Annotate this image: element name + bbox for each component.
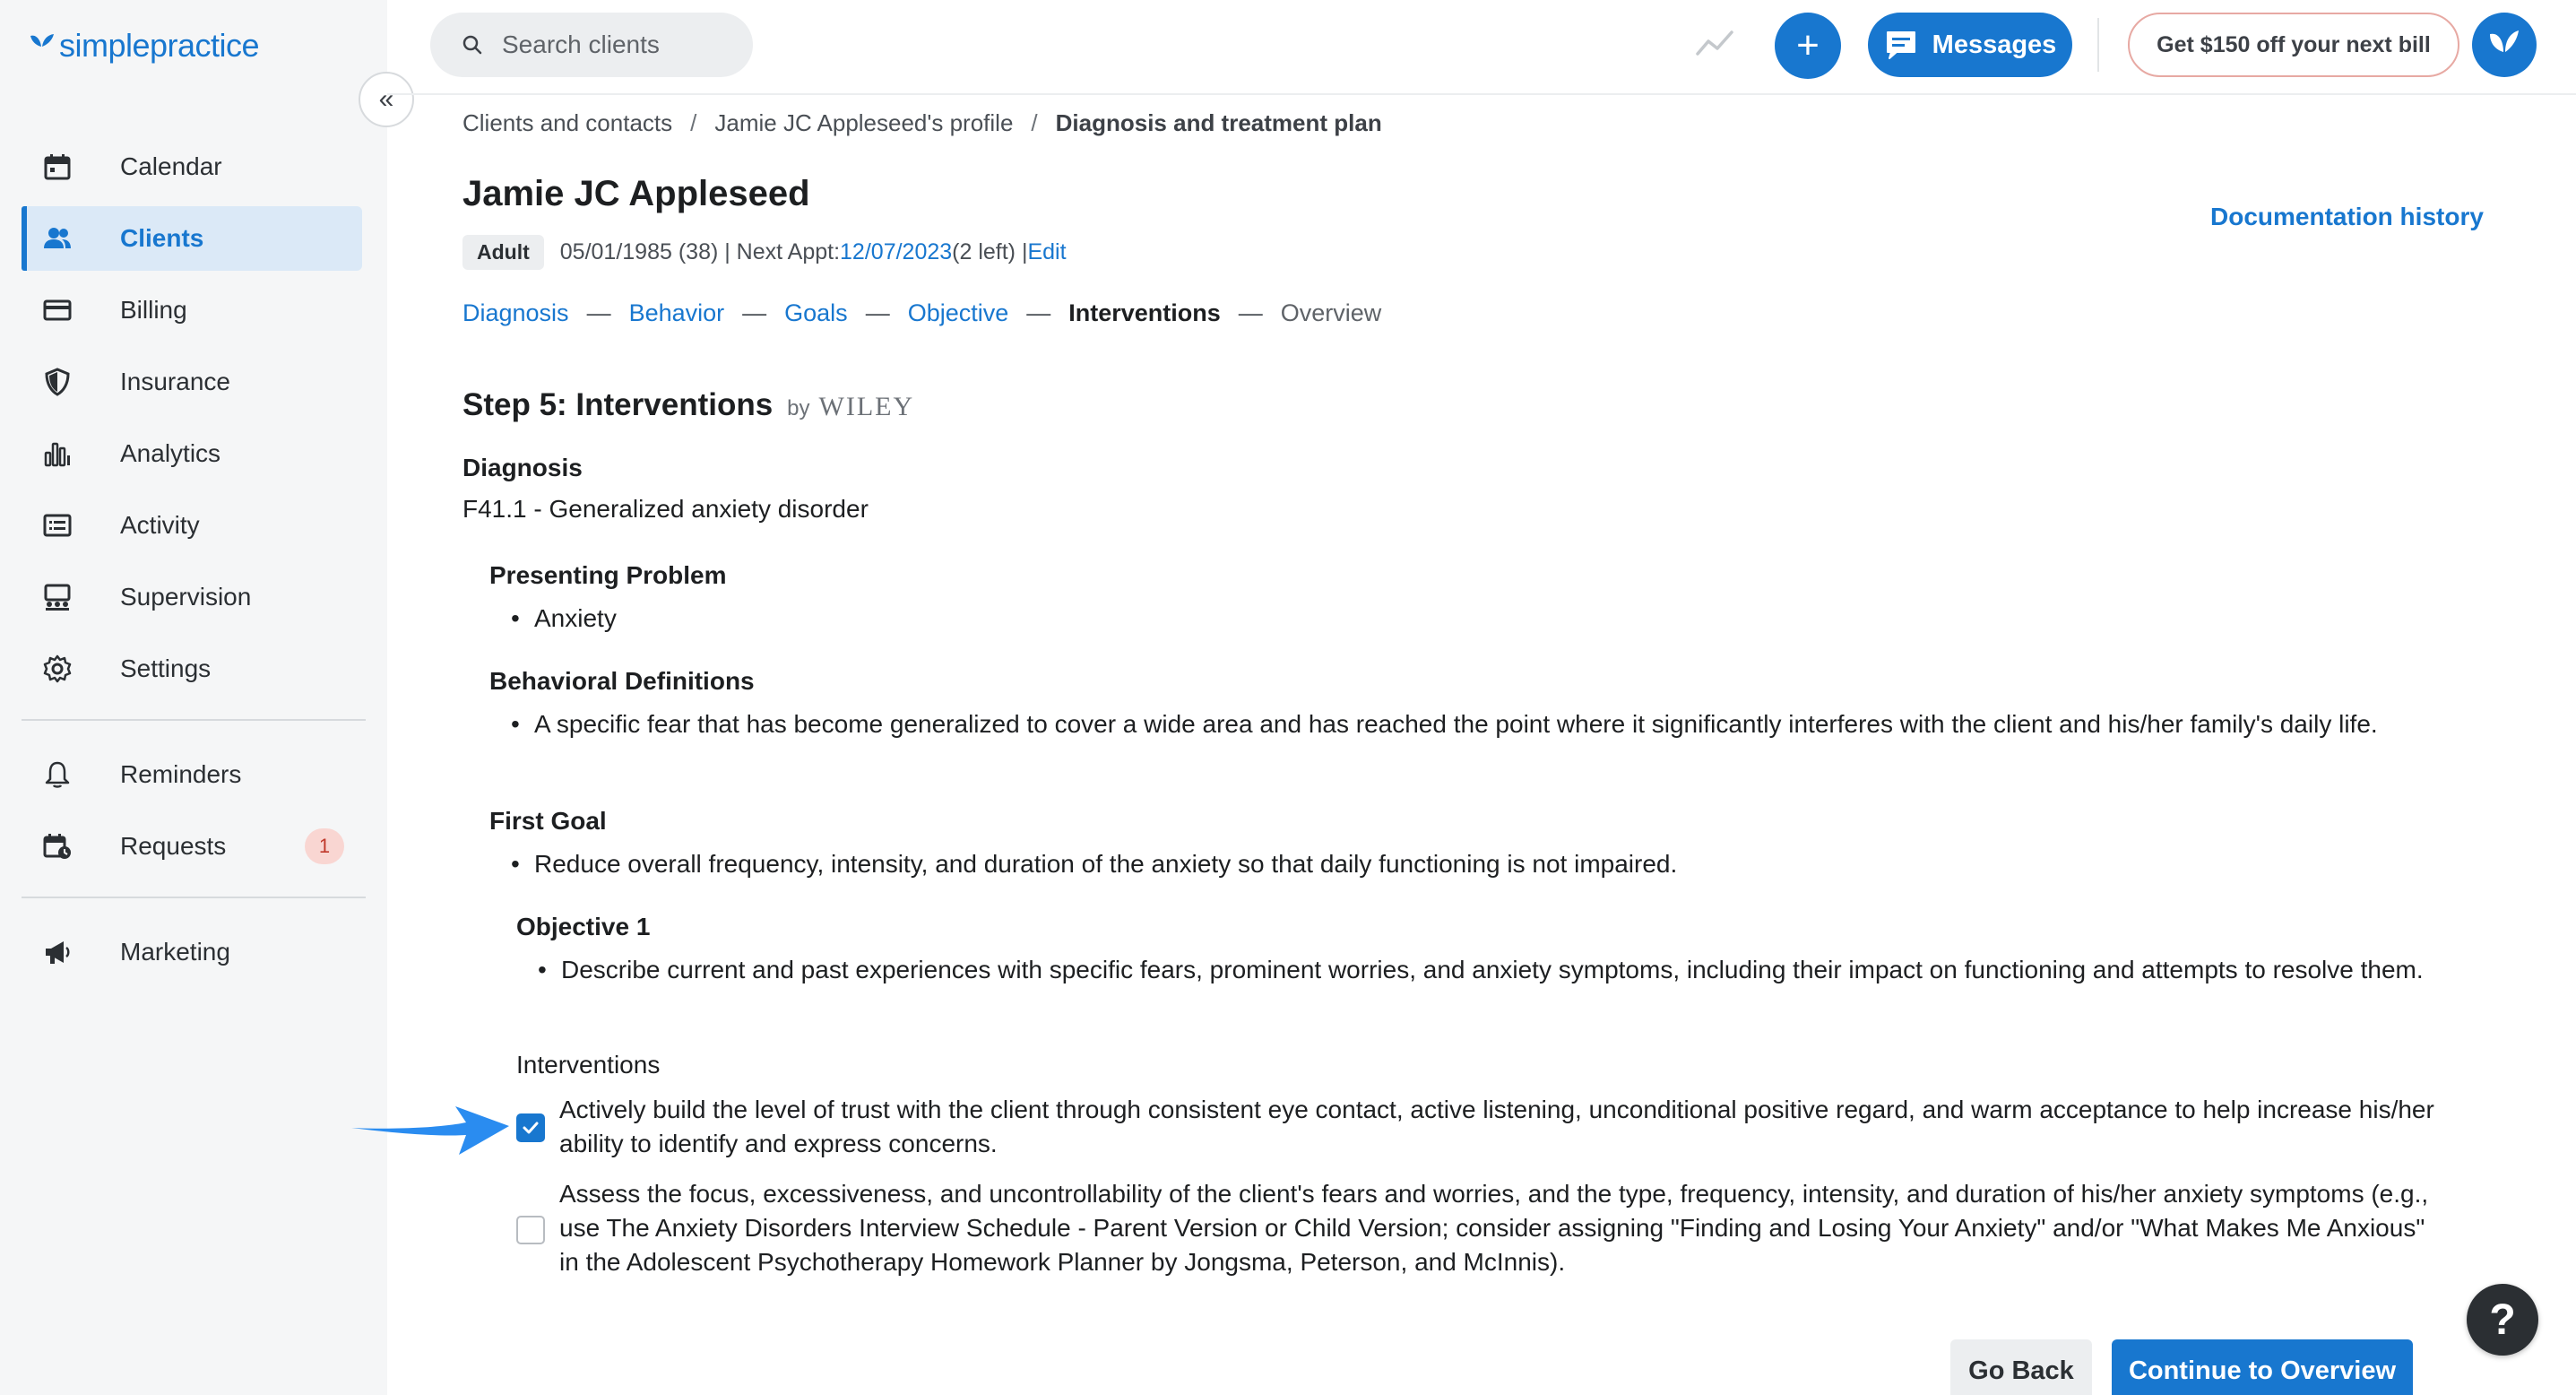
- sidebar-item-label: Billing: [120, 296, 187, 324]
- sidebar-item-label: Supervision: [120, 583, 252, 611]
- sidebar-item-analytics[interactable]: [22, 421, 362, 486]
- sidebar-item-label: Requests: [120, 832, 227, 860]
- sidebar-item-label: Calendar: [120, 152, 222, 180]
- breadcrumb-profile-link[interactable]: Jamie JC Appleseed's profile: [714, 109, 1014, 136]
- intervention-checkbox-1[interactable]: [516, 1113, 545, 1142]
- sidebar-divider: [22, 719, 366, 721]
- intervention-text-1[interactable]: Actively build the level of trust with the client through consistent eye contact, active listening, unconditional positive regard, and warm acceptance to help increase his/her ability to identify and express concerns.: [559, 1096, 2434, 1157]
- gear-icon: [41, 653, 73, 685]
- step-separator: —: [586, 299, 611, 326]
- step-behavior[interactable]: Behavior: [628, 299, 725, 326]
- logo-text: simplepractice: [59, 27, 260, 64]
- appointments-left: (2 left) |: [952, 239, 1028, 264]
- sidebar-item-label: Marketing: [120, 938, 230, 966]
- sidebar-item-activity[interactable]: [22, 493, 362, 558]
- sidebar: [0, 0, 387, 1395]
- sidebar-item-label: Settings: [120, 654, 212, 682]
- step-overview: Overview: [1280, 299, 1382, 326]
- step-heading: [462, 387, 914, 423]
- step-separator: —: [1238, 299, 1263, 326]
- requests-count-badge: 1: [305, 828, 344, 864]
- sidebar-item-billing[interactable]: [22, 278, 362, 342]
- go-back-button[interactable]: Go Back: [1950, 1339, 2092, 1395]
- continue-to-overview-button[interactable]: Continue to Overview: [2112, 1339, 2413, 1395]
- sidebar-item-marketing[interactable]: [22, 920, 362, 984]
- users-icon: [41, 222, 73, 255]
- chat-bubble-icon: [1884, 28, 1918, 62]
- megaphone-icon: [41, 936, 73, 968]
- bar-chart-icon: [41, 438, 73, 470]
- checkmark-icon: [520, 1117, 541, 1139]
- documentation-history-link[interactable]: Documentation history: [2210, 203, 2484, 230]
- search-bar[interactable]: [430, 13, 753, 77]
- next-appointment-link[interactable]: 12/07/2023: [840, 239, 953, 264]
- diagnosis-value: F41.1 - Generalized anxiety disorder: [462, 495, 869, 523]
- sidebar-divider: [22, 897, 366, 898]
- client-meta: [462, 235, 1067, 270]
- breadcrumb-separator: /: [690, 109, 697, 136]
- double-chevron-left-icon: «: [378, 84, 394, 114]
- supervision-icon: [41, 581, 73, 613]
- messages-label: Messages: [1932, 30, 2057, 59]
- edit-client-link[interactable]: Edit: [1027, 239, 1067, 264]
- list-item: • Anxiety: [489, 602, 617, 636]
- first-goal-heading: First Goal: [489, 807, 607, 835]
- breadcrumb-separator: /: [1031, 109, 1038, 136]
- sidebar-item-supervision[interactable]: [22, 565, 362, 629]
- sidebar-item-calendar[interactable]: [22, 134, 362, 199]
- publisher-logo: WILEY: [818, 392, 915, 421]
- sidebar-item-label: Insurance: [120, 368, 230, 395]
- sidebar-item-insurance[interactable]: [22, 350, 362, 414]
- diagnosis-heading: Diagnosis: [462, 454, 583, 481]
- messages-button[interactable]: [1868, 13, 2072, 77]
- search-input[interactable]: [502, 30, 735, 59]
- step-diagnosis[interactable]: Diagnosis: [462, 299, 569, 326]
- page-title: Jamie JC Appleseed: [462, 174, 810, 213]
- trend-line-icon[interactable]: [1694, 25, 1735, 61]
- create-new-button[interactable]: [1775, 13, 1841, 79]
- sidebar-nav: [22, 134, 362, 992]
- simplepractice-logo[interactable]: [27, 23, 259, 68]
- bell-icon: [41, 758, 73, 791]
- step-separator: —: [865, 299, 890, 326]
- sidebar-item-label: Activity: [120, 511, 200, 539]
- behavioral-definitions-heading: Behavioral Definitions: [489, 667, 755, 695]
- sidebar-item-label: Clients: [120, 224, 204, 252]
- search-icon: [461, 33, 484, 56]
- butterfly-logo-icon: [27, 30, 57, 61]
- step-goals[interactable]: Goals: [784, 299, 848, 326]
- breadcrumb-clients-link[interactable]: Clients and contacts: [462, 109, 673, 136]
- sidebar-item-clients[interactable]: [22, 206, 362, 271]
- client-type-tag: Adult: [462, 235, 544, 270]
- objective-heading: Objective 1: [516, 913, 651, 940]
- intervention-text-2[interactable]: Assess the focus, excessiveness, and uncontrollability of the client's fears and worries, and the type, frequency, intensity, and duration of his/her anxiety symptoms (e.g., use The Anxiety Disorders Interview Schedule - Parent Version or Child Version; consider assigning "Finding and Losing Your Anxiety" and/or "What Makes Me Anxious" in the Adolescent Psychotherapy Homework Planner by Jongsma, Peterson, and McInnis).: [559, 1180, 2429, 1276]
- topbar-divider: [2097, 18, 2099, 72]
- list-item: • Reduce overall frequency, intensity, and duration of the anxiety so that daily functioning is not impaired.: [489, 847, 2461, 881]
- step-title: Step 5: Interventions: [462, 387, 774, 422]
- sidebar-item-settings[interactable]: [22, 637, 362, 701]
- calendar-request-icon: [41, 830, 73, 862]
- list-icon: [41, 509, 73, 542]
- step-by: by: [787, 396, 810, 420]
- step-interventions: Interventions: [1068, 299, 1221, 326]
- help-button[interactable]: ?: [2467, 1284, 2538, 1356]
- promo-button[interactable]: Get $150 off your next bill: [2128, 13, 2459, 77]
- butterfly-avatar-icon: [2485, 25, 2524, 65]
- treatment-plan-steps: [462, 299, 1381, 327]
- shield-icon: [41, 366, 73, 398]
- avatar[interactable]: [2472, 13, 2537, 77]
- highlight-arrow-icon: [350, 1101, 511, 1157]
- breadcrumb: [462, 109, 1382, 137]
- sidebar-item-label: Reminders: [120, 760, 242, 788]
- client-dob-age: 05/01/1985 (38) | Next Appt:: [559, 239, 841, 264]
- sidebar-item-requests[interactable]: [22, 814, 362, 879]
- top-bar: [387, 0, 2576, 95]
- sidebar-item-label: Analytics: [120, 439, 221, 467]
- sidebar-item-reminders[interactable]: [22, 742, 362, 807]
- plus-icon: +: [1796, 23, 1820, 67]
- interventions-label: Interventions: [516, 1051, 661, 1079]
- step-separator: —: [742, 299, 767, 326]
- breadcrumb-current: Diagnosis and treatment plan: [1055, 109, 1382, 136]
- list-item: • A specific fear that has become generalized to cover a wide area and has reached the point where it significantly interferes with the client and his/her family's daily life.: [489, 707, 2461, 741]
- intervention-checkbox-2[interactable]: [516, 1216, 545, 1244]
- presenting-problem-heading: Presenting Problem: [489, 561, 727, 589]
- step-objective[interactable]: Objective: [907, 299, 1009, 326]
- list-item: • Describe current and past experiences with specific fears, prominent worries, and anxiety symptoms, including their impact on functioning and attempts to resolve them.: [516, 953, 2434, 987]
- calendar-icon: [41, 151, 73, 183]
- credit-card-icon: [41, 294, 73, 326]
- step-separator: —: [1026, 299, 1051, 326]
